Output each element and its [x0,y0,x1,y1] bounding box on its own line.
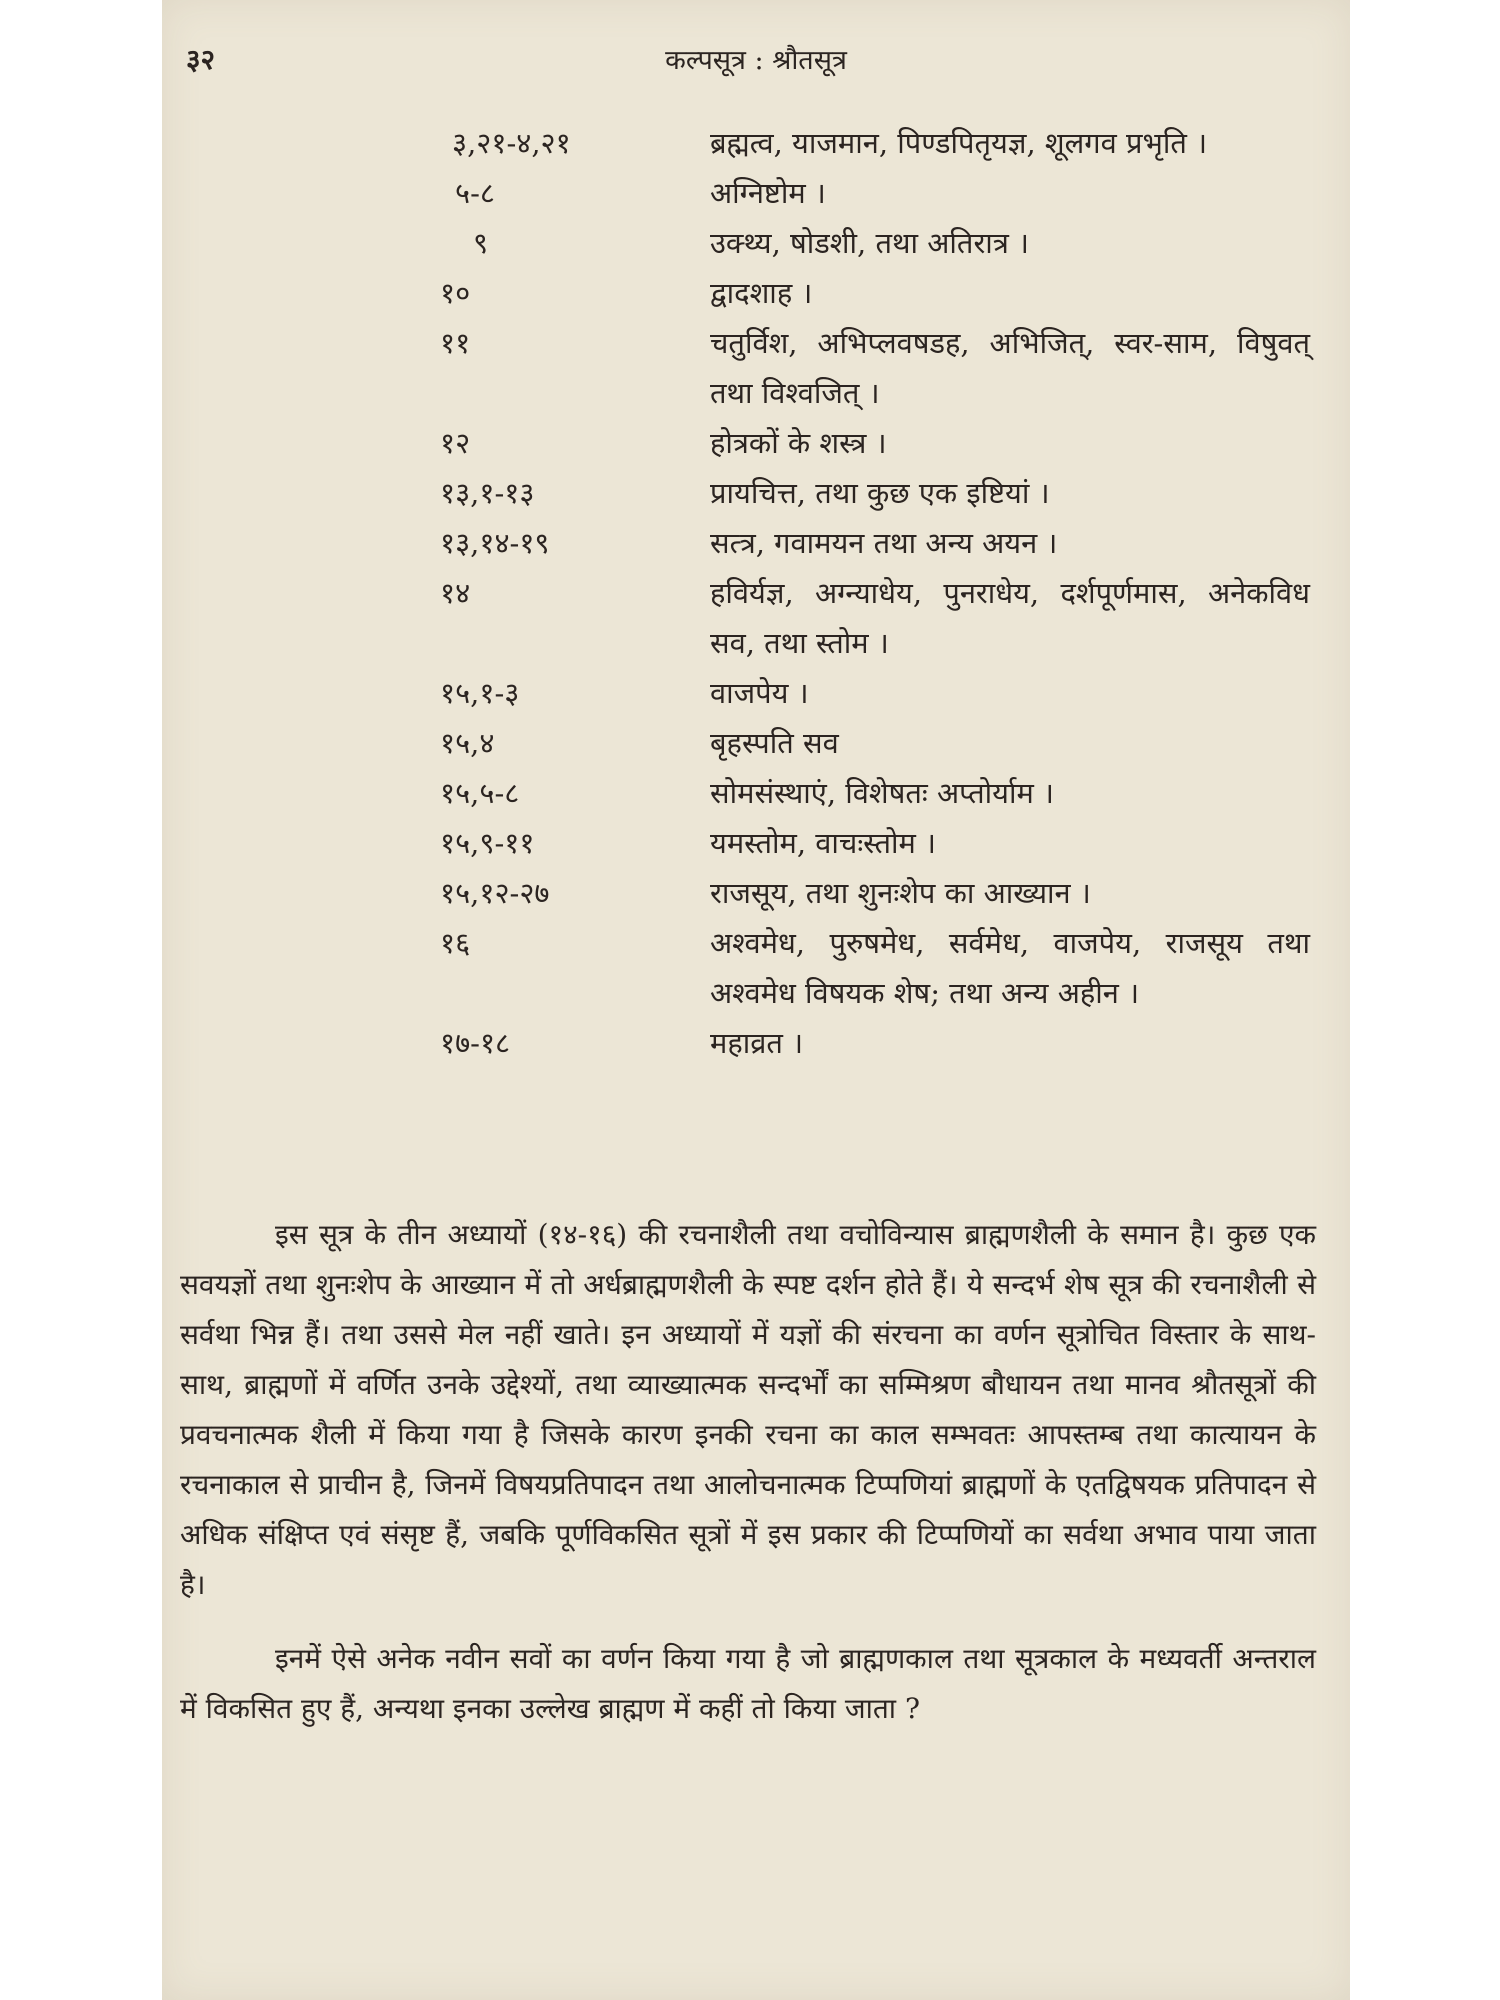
contents-row [162,418,1350,468]
contents-row [162,1018,1350,1068]
contents-row [162,168,1350,218]
chapter-topic: होत्रकों के शस्त्र । [710,426,887,460]
page-number: ३२ [186,43,216,76]
scanned-page [162,0,1350,2000]
contents-row [162,668,1350,718]
contents-row [162,818,1350,868]
chapter-topic: राजसूय, तथा शुनःशेप का आख्यान । [710,876,1091,910]
chapter-topic: द्वादशाह । [710,276,813,310]
contents-row [162,768,1350,818]
chapter-reference: ९ [473,226,489,260]
chapter-reference: १६ [440,926,471,960]
chapter-topic: वाजपेय । [710,676,809,710]
chapter-reference: ५-८ [455,176,495,210]
chapter-topic: बृहस्पति सव [710,726,839,760]
chapter-reference: १५,९-११ [440,826,535,860]
chapter-reference: १५,१२-२७ [440,876,550,910]
chapter-topic: अश्वमेध, पुरुषमेध, सर्वमेध, वाजपेय, राजसूय तथा अश्वमेध विषयक शेष; तथा अन्य अहीन । [710,926,1310,1010]
contents-row [162,568,1350,668]
chapter-topic: सोमसंस्थाएं, विशेषतः अप्तोर्याम । [710,776,1055,810]
contents-row [162,318,1350,418]
chapter-topic: यमस्तोम, वाचःस्तोम । [710,826,937,860]
contents-row [162,918,1350,1018]
contents-row [162,118,1350,168]
chapter-reference: १३,१-१३ [440,476,535,510]
chapter-topic: प्रायचित्त, तथा कुछ एक इष्टियां । [710,476,1050,510]
body-text [162,1210,1350,1734]
chapter-reference: ३,२१-४,२१ [452,126,571,160]
contents-row [162,868,1350,918]
chapter-reference: १० [440,276,471,310]
body-paragraph: इस सूत्र के तीन अध्यायों (१४-१६) की रचनाशैली तथा वचोविन्यास ब्राह्मणशैली के समान है। कुछ एक सवयज्ञों तथा शुनःशेप के आख्यान में तो अर्धब्राह्मणशैली के स्पष्ट दर्शन होते हैं। ये सन्दर्भ शेष सूत्र की रचनाशैली से सर्वथा भिन्न हैं। तथा उससे मेल नहीं खाते। इन अध्यायों में यज्ञों की संरचना का वर्णन सूत्रोचित विस्तार के साथ-साथ, ब्राह्मणों में वर्णित उनके उद्देश्यों, तथा व्याख्यात्मक सन्दर्भों का सम्मिश्रण बौधायन तथा मानव श्रौतसूत्रों की प्रवचनात्मक शैली में किया गया है जिसके कारण इनकी रचना का काल सम्भवतः आपस्तम्ब तथा कात्यायन के रचनाकाल से प्राचीन है, जिनमें विषयप्रतिपादन तथा आलोचनात्मक टिप्पणियां ब्राह्मणों के एतद्विषयक प्रतिपादन से अधिक संक्षिप्त एवं संसृष्ट हैं, जबकि पूर्णविकसित सूत्रों में इस प्रकार की टिप्पणियों का सर्वथा अभाव पाया जाता है। [180,1218,1316,1601]
contents-row [162,718,1350,768]
chapter-topic: सत्त्र, गवामयन तथा अन्य अयन । [710,526,1058,560]
chapter-reference: १५,४ [440,726,495,760]
page-header [162,40,1350,80]
chapter-reference: १५,१-३ [440,676,520,710]
chapter-reference: ११ [440,326,471,360]
chapter-topic: ब्रह्मत्व, याजमान, पिण्डपितृयज्ञ, शूलगव प्रभृति । [710,126,1208,160]
contents-table [162,118,1350,1068]
chapter-reference: १३,१४-१९ [440,526,550,560]
chapter-topic: चतुर्विश, अभिप्लवषडह, अभिजित्, स्वर-साम, विषुवत् तथा विश्वजित् । [710,326,1310,410]
chapter-reference: १४ [440,576,471,610]
chapter-topic: महाव्रत । [710,1026,804,1060]
chapter-reference: १७-१८ [440,1026,511,1060]
chapter-reference: १२ [440,426,471,460]
body-paragraph: इनमें ऐसे अनेक नवीन सवों का वर्णन किया गया है जो ब्राह्मणकाल तथा सूत्रकाल के मध्यवर्ती अन्तराल में विकसित हुए हैं, अन्यथा इनका उल्लेख ब्राह्मण में कहीं तो किया जाता ? [180,1642,1316,1725]
contents-row [162,518,1350,568]
chapter-reference: १५,५-८ [440,776,520,810]
chapter-topic: उक्थ्य, षोडशी, तथा अतिरात्र । [710,226,1030,260]
running-head: कल्पसूत्र : श्रौतसूत्र [665,45,847,76]
chapter-topic: अग्निष्टोम । [710,176,826,210]
chapter-topic: हविर्यज्ञ, अग्न्याधेय, पुनराधेय, दर्शपूर्णमास, अनेकविध सव, तथा स्तोम । [710,576,1310,660]
contents-row [162,218,1350,268]
book-page [162,0,1350,2000]
contents-row [162,268,1350,318]
contents-row [162,468,1350,518]
